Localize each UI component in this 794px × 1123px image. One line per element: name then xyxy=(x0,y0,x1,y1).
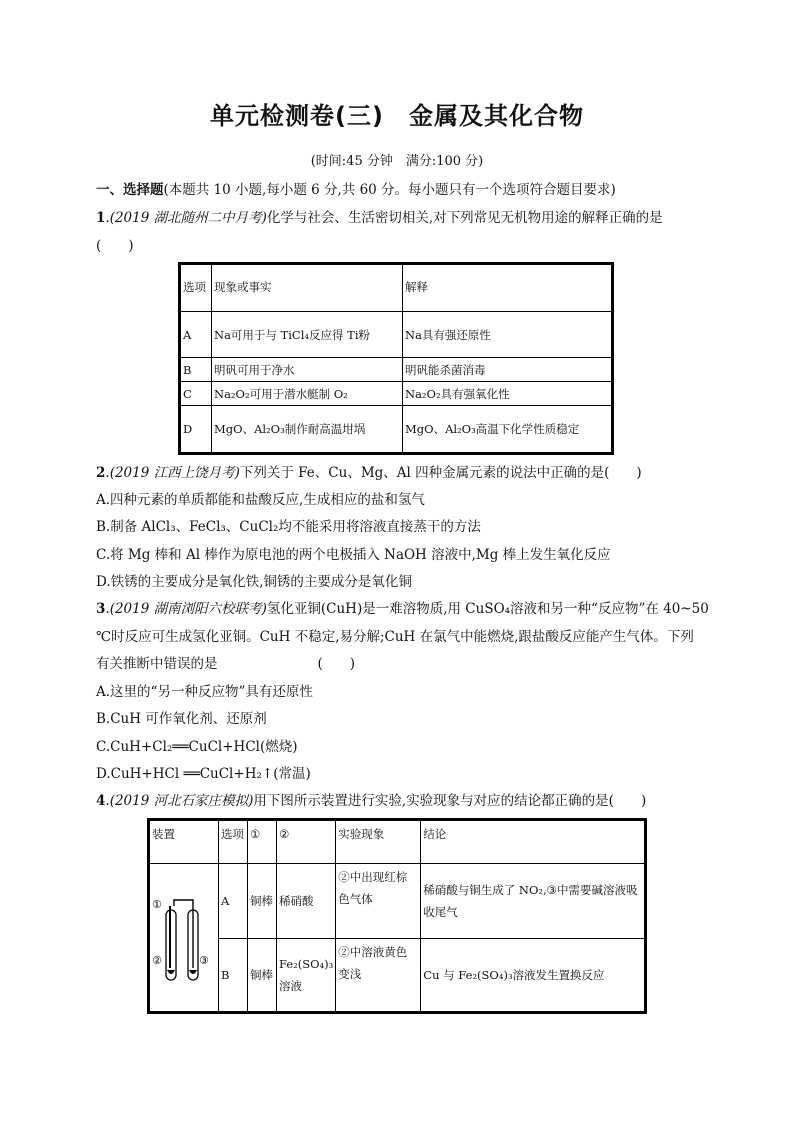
option-b: B.CuH 可作氧化剂、还原剂 xyxy=(96,711,267,727)
table-cell: Na可用于与 TiCl₄反应得 Ti粉 xyxy=(212,312,403,358)
question-text-end: 有关推断中错误的是 xyxy=(96,656,218,672)
table-cell: ②中出现红棕色气体 xyxy=(336,864,421,939)
question-1: 1.(2019 湖北随州二中月考)化学与社会、生活密切相关,对下列常见无机物用途的解释正确的是 xyxy=(96,210,663,226)
page-title: 单元检测卷(三) 金属及其化合物 xyxy=(210,102,584,130)
section-heading xyxy=(96,180,616,200)
question-number: 2 xyxy=(96,465,106,481)
table-cell: A xyxy=(219,864,248,939)
table-header: 选项 xyxy=(219,820,248,864)
apparatus-cell xyxy=(149,864,219,1013)
label-3: ③ xyxy=(199,954,209,967)
section-label: 一、选择题 xyxy=(96,182,164,198)
liquid-3 xyxy=(189,970,197,974)
table-header: ② xyxy=(277,820,336,864)
question-source: (2019 湖北随州二中月考) xyxy=(109,210,267,226)
table-header: 装置 xyxy=(149,820,219,864)
option-d: D.CuH+HCl ══CuCl+H₂↑(常温) xyxy=(96,766,311,782)
question-4: 4.(2019 河北石家庄模拟)用下图所示装置进行实验,实验现象与对应的结论都正确的是( ) xyxy=(96,793,647,809)
table-cell: 铜棒 xyxy=(248,864,277,939)
exam-info: (时间:45 分钟 满分:100 分) xyxy=(310,154,484,169)
question-text: 氢化亚铜(CuH)是一难溶物质,用 CuSO₄溶液和另一种“反应物”在 40~50 xyxy=(266,601,709,617)
question-text: 用下图所示装置进行实验,实验现象与对应的结论都正确的是( ) xyxy=(253,793,647,809)
table-cell: Na₂O₂可用于潜水艇制 O₂ xyxy=(212,382,403,406)
table-header: 结论 xyxy=(421,820,646,864)
table-cell: MgO、Al₂O₃高温下化学性质稳定 xyxy=(403,406,613,454)
question-number: 1 xyxy=(96,210,106,226)
table-cell: 铜棒 xyxy=(248,938,277,1013)
question-source: (2019 湖南浏阳六校联考) xyxy=(109,601,267,617)
option-d: D.铁锈的主要成分是氧化铁,铜锈的主要成分是氧化铜 xyxy=(96,574,412,590)
table-header: 实验现象 xyxy=(336,820,421,864)
table-header: ① xyxy=(248,820,277,864)
apparatus-diagram xyxy=(150,864,214,1004)
table-header: 解释 xyxy=(403,264,613,312)
label-1: ① xyxy=(152,898,162,911)
option-c: C.CuH+Cl₂══CuCl+HCl(燃烧) xyxy=(96,739,298,755)
table-header: 现象或事实 xyxy=(212,264,403,312)
table-cell: 明矾可用于净水 xyxy=(212,358,403,382)
table-cell: B xyxy=(219,938,248,1013)
option-a: A.这里的“另一种反应物”具有还原性 xyxy=(96,684,313,700)
option-c: C.将 Mg 棒和 Al 棒作为原电池的两个电极插入 NaOH 溶液中,Mg 棒上发生氧化反应 xyxy=(96,547,611,563)
table-cell: 明矾能杀菌消毒 xyxy=(403,358,613,382)
table-cell: 稀硝酸 xyxy=(277,864,336,939)
answer-blank: ( ) xyxy=(317,656,356,672)
question-3: 3.(2019 湖南浏阳六校联考)氢化亚铜(CuH)是一难溶物质,用 CuSO₄溶液和另一种“反应物”在 40~50 xyxy=(96,601,709,617)
question-2: 2.(2019 江西上饶月考)下列关于 Fe、Cu、Mg、Al 四种金属元素的说法中正确的是( ) xyxy=(96,465,642,481)
table-header: 选项 xyxy=(180,264,212,312)
table-cell: D xyxy=(180,406,212,454)
table-cell: 稀硝酸与铜生成了 NO₂,③中需要碱溶液吸收尾气 xyxy=(421,864,646,939)
question-number: 3 xyxy=(96,601,106,617)
question-text: 化学与社会、生活密切相关,对下列常见无机物用途的解释正确的是 xyxy=(266,210,663,226)
question-source: (2019 河北石家庄模拟) xyxy=(109,793,254,809)
section-desc: (本题共 10 小题,每小题 6 分,共 60 分。每小题只有一个选项符合题目要求) xyxy=(163,182,616,198)
question-number: 4 xyxy=(96,793,106,809)
q1-table xyxy=(178,262,614,455)
table-cell: ②中溶液黄色变浅 xyxy=(336,938,421,1013)
table-cell: A xyxy=(180,312,212,358)
question-source: (2019 江西上饶月考) xyxy=(109,465,240,481)
question-text-cont xyxy=(96,654,355,674)
option-b: B.制备 AlCl₃、FeCl₃、CuCl₂均不能采用将溶液直接蒸干的方法 xyxy=(96,519,481,535)
table-cell: Fe₂(SO₄)₃溶液 xyxy=(277,938,336,1013)
question-text-cont: ℃时反应可生成氢化亚铜。CuH 不稳定,易分解;CuH 在氯气中能燃烧,跟盐酸反应能产生气体。下列 xyxy=(96,629,694,645)
liquid-2 xyxy=(167,970,175,974)
table-cell: B xyxy=(180,358,212,382)
table-cell: MgO、Al₂O₃制作耐高温坩埚 xyxy=(212,406,403,454)
question-text: 下列关于 Fe、Cu、Mg、Al 四种金属元素的说法中正确的是( ) xyxy=(239,465,642,481)
table-cell: Cu 与 Fe₂(SO₄)₃溶液发生置换反应 xyxy=(421,938,646,1013)
table-cell: Na₂O₂具有强氧化性 xyxy=(403,382,613,406)
table-cell: Na具有强还原性 xyxy=(403,312,613,358)
option-a: A.四种元素的单质都能和盐酸反应,生成相应的盐和氢气 xyxy=(96,492,425,508)
table-cell: C xyxy=(180,382,212,406)
q4-table xyxy=(147,818,647,1014)
answer-blank: ( ) xyxy=(96,238,134,254)
label-2: ② xyxy=(152,954,162,967)
